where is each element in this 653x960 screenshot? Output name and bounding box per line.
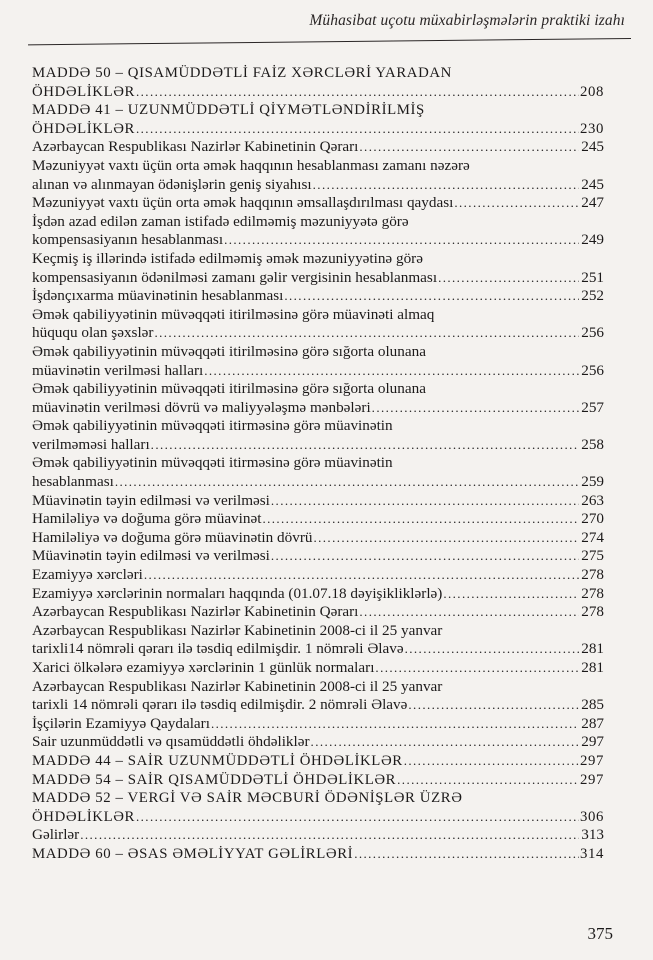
dot-leader [136,808,579,827]
running-head: Mühasibat uçotu müxabirləşmələrin praktiki izahı [309,12,625,29]
toc-page-ref: 259 [581,473,604,491]
toc-entry-text: verilməməsi halları [32,435,150,453]
dot-leader [313,176,579,195]
toc-entry-text: hesablanması [32,473,114,491]
toc-entry [32,510,604,529]
dot-leader [224,231,579,250]
toc-entry [32,715,604,734]
toc-entry-text: Müavinətin təyin edilməsi və verilməsi [32,491,270,509]
toc-page-ref: 257 [581,398,604,416]
toc-page-ref: 230 [580,120,604,137]
dot-leader [284,287,579,306]
toc-entry-text: Əmək qabiliyyətinin müvəqqəti itirilməsinə görə sığorta olunana [32,380,426,398]
toc-page-ref: 314 [580,845,604,862]
toc-entry [32,529,604,548]
dot-leader [136,120,579,139]
toc-entry-text: Keçmiş iş illərində istifadə edilməmiş əmək məzuniyyətinə görə [32,249,423,267]
dot-leader [354,845,579,864]
toc-entry-text: MADDƏ 52 – VERGİ VƏ SAİR MƏCBURİ ÖDƏNİŞLƏR ÜZRƏ [32,790,463,807]
toc-entry-text: MADDƏ 44 – SAİR UZUNMÜDDƏTLİ ÖHDƏLİKLƏR [32,752,403,769]
toc-entry-text: Məzuniyyət vaxtı üçün orta əmək haqqının əmsallaşdırılması qaydası [32,194,454,212]
dot-leader [313,529,579,548]
toc-page-ref: 274 [581,528,604,546]
toc-entry [32,306,604,343]
toc-entry-text: Əmək qabiliyyətinin müvəqqəti itirilməsinə görə müavinəti almaq [32,305,435,323]
toc-entry [32,454,604,491]
table-of-contents [32,64,604,864]
dot-leader [443,585,579,604]
toc-entry-text: MADDƏ 41 – UZUNMÜDDƏTLİ QİYMƏTLƏNDİRİLMİŞ [32,102,425,119]
dot-leader [204,362,579,381]
dot-leader [397,771,579,790]
toc-entry [32,547,604,566]
toc-entry-text: tarixli14 nömrəli qərarı ilə təsdiq edilmişdir. 1 nömrəli Əlavə [32,640,404,658]
dot-leader [408,696,579,715]
dot-leader [136,83,579,102]
toc-entry-text: kompensasiyanın ödənilməsi zamanı gəlir vergisinin hesablanması [32,268,438,286]
toc-page-ref: 247 [581,194,604,212]
dot-leader [154,324,579,343]
toc-page-ref: 287 [581,714,604,732]
toc-entry-text: alınan və alınmayan ödənişlərin geniş siyahısı [32,175,312,193]
page-number: 375 [587,924,613,943]
dot-leader [438,269,579,288]
toc-page-ref: 275 [581,547,604,565]
toc-entry-text: MADDƏ 60 – ƏSAS ƏMƏLİYYAT GƏLİRLƏRİ [32,845,354,862]
toc-entry-text: Hamiləliyə və doğuma görə müavinətin dövrü [32,528,313,546]
toc-entry-text: Əmək qabiliyyətinin müvəqqəti itirməsinə görə müavinətin [32,454,393,472]
dot-leader [271,492,579,511]
toc-entry [32,343,604,380]
toc-entry-text: Əmək qabiliyyətinin müvəqqəti itirməsinə görə müavinətin [32,417,393,435]
toc-entry-text: İşdən azad edilən zaman istifadə edilməmiş məzuniyyətə görə [32,212,409,230]
toc-page-ref: 258 [581,435,604,453]
dot-leader [359,603,579,622]
toc-entry [32,771,604,790]
toc-entry-text: müavinətin verilməsi halları [32,361,204,379]
toc-entry-text: İşçilərin Ezamiyyə Qaydaları [32,714,210,732]
toc-entry [32,194,604,213]
toc-entry-text: ÖHDƏLİKLƏR [32,120,135,137]
toc-page-ref: 297 [581,733,604,751]
toc-entry-text: MADDƏ 54 – SAİR QISAMÜDDƏTLİ ÖHDƏLİKLƏR [32,771,397,788]
toc-entry-text: kompensasiyanın hesablanması [32,231,224,249]
toc-page-ref: 306 [580,808,604,825]
toc-page-ref: 270 [581,510,604,528]
toc-entry-text: ÖHDƏLİKLƏR [32,808,135,825]
toc-entry [32,492,604,511]
toc-page-ref: 245 [581,138,604,156]
toc-entry [32,826,604,845]
toc-page-ref: 256 [581,361,604,379]
dot-leader [115,473,579,492]
dot-leader [404,752,579,771]
toc-entry [32,752,604,771]
toc-entry [32,622,604,659]
toc-entry-text: Azərbaycan Respublikası Nazirlər Kabinetinin 2008-ci il 25 yanvar [32,677,443,695]
toc-entry [32,845,604,864]
toc-page-ref: 252 [581,287,604,305]
toc-entry-text: Xarici ölkələrə ezamiyyə xərclərinin 1 günlük normaları [32,659,375,676]
toc-entry [32,287,604,306]
dot-leader [454,194,579,213]
dot-leader [262,510,579,529]
toc-entry-text: Gəlirlər [32,826,80,844]
dot-leader [405,640,579,659]
toc-page-ref: 278 [581,584,604,602]
header-rule [28,38,631,45]
toc-page-ref: 281 [581,640,604,658]
toc-entry-text: Ezamiyyə xərclərinin normaları haqqında (01.07.18 dəyişikliklərlə) [32,584,443,602]
toc-page-ref: 245 [581,175,604,193]
toc-entry [32,566,604,585]
toc-entry-text: MADDƏ 50 – QISAMÜDDƏTLİ FAİZ XƏRCLƏRİ YARADAN [32,65,452,81]
dot-leader [375,659,579,678]
toc-page-ref: 281 [581,659,604,676]
toc-entry-text: Azərbaycan Respublikası Nazirlər Kabinetinin Qərarı [32,603,359,621]
toc-entry-text: Azərbaycan Respublikası Nazirlər Kabinetinin 2008-ci il 25 yanvar [32,621,443,639]
dot-leader [311,733,579,752]
toc-page-ref: 256 [581,324,604,342]
toc-entry [32,101,604,138]
toc-page-ref: 251 [581,268,604,286]
toc-page-ref: 313 [581,826,604,844]
dot-leader [271,547,579,566]
toc-entry-text: Əmək qabiliyyətinin müvəqqəti itirilməsinə görə sığorta olunana [32,342,426,360]
toc-entry-text: Müavinətin təyin edilməsi və verilməsi [32,547,270,565]
toc-page-ref: 249 [581,231,604,249]
toc-entry-text: Məzuniyyət vaxtı üçün orta əmək haqqının hesablanması zamanı nəzərə [32,156,470,174]
toc-entry-text: Hamiləliyə və doğuma görə müavinət [32,510,262,528]
dot-leader [211,715,579,734]
toc-page-ref: 278 [581,603,604,621]
toc-entry [32,789,604,826]
toc-page-ref: 297 [580,752,604,769]
toc-entry-text: Sair uzunmüddətli və qısamüddətli öhdəliklər [32,733,310,751]
toc-entry [32,213,604,250]
toc-page-ref: 278 [581,566,604,584]
toc-entry [32,585,604,604]
dot-leader [144,566,579,585]
dot-leader [372,399,579,418]
toc-page-ref: 297 [580,771,604,788]
toc-entry-text: tarixli 14 nömrəli qərarı ilə təsdiq edilmişdir. 2 nömrəli Əlavə [32,696,408,714]
toc-entry [32,64,604,101]
toc-entry [32,157,604,194]
toc-entry-text: hüququ olan şəxslər [32,324,154,342]
dot-leader [359,138,579,157]
toc-entry [32,138,604,157]
dot-leader [80,826,579,845]
dot-leader [151,436,579,455]
toc-page-ref: 285 [581,696,604,714]
toc-entry [32,678,604,715]
toc-entry-text: İşdənçıxarma müavinətinin hesablanması [32,287,284,305]
toc-page-ref: 263 [581,491,604,509]
toc-entry-text: Ezamiyyə xərcləri [32,566,143,584]
toc-entry-text: Azərbaycan Respublikası Nazirlər Kabinetinin Qərarı [32,138,359,156]
toc-page-ref: 208 [580,83,604,100]
toc-entry-text: müavinətin verilməsi dövrü və maliyyələşmə mənbələri [32,398,371,416]
toc-entry [32,250,604,287]
toc-entry [32,380,604,417]
toc-entry [32,659,604,678]
toc-entry [32,417,604,454]
toc-entry [32,733,604,752]
toc-entry [32,603,604,622]
toc-entry-text: ÖHDƏLİKLƏR [32,83,135,100]
